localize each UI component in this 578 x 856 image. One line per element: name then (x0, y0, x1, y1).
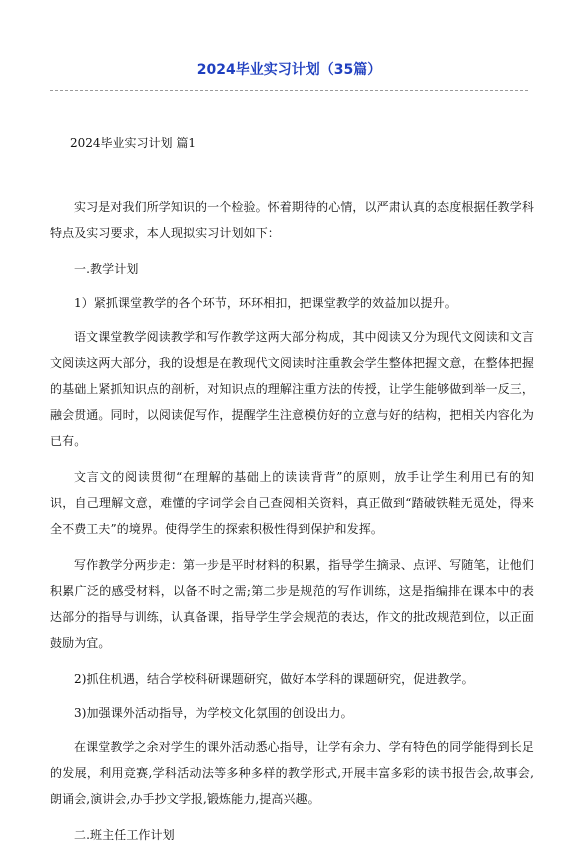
paragraph-heading-teaching-plan: 一.教学计划 (74, 262, 139, 276)
document-title: 2024毕业实习计划（35篇） (196, 62, 382, 78)
document-body (50, 194, 534, 856)
title-divider (50, 90, 528, 91)
paragraph-intro: 实习是对我们所学知识的一个检验。怀着期待的心情，以严肃认真的态度根据任教学科特点及实习要求，本人现拟实习计划如下： (50, 200, 534, 240)
paragraph-classical-chinese: 文言文的阅读贯彻“在理解的基础上的读读背背”的原则，放手让学生利用已有的知识，自己理解文意，难懂的字词学会自己查阅相关资料，真正做到“踏破铁鞋无觅处，得来全不费工夫”的境界。使得学生的探索积极性得到保护和发挥。 (50, 470, 534, 536)
paragraph-writing-teaching: 写作教学分两步走：第一步是平时材料的积累，指导学生摘录、点评、写随笔，让他们积累广泛的感受材料，以备不时之需;第二步是规范的写作训练，这是指编排在课本中的表达部分的指导与训练，认真备课，指导学生学会规范的表达，作文的批改规范到位，以正面鼓励为宜。 (50, 558, 535, 650)
paragraph-item-3: 3)加强课外活动指导，为学校文化氛围的创设出力。 (74, 706, 353, 720)
paragraph-reading-writing: 语文课堂教学阅读教学和写作教学这两大部分构成，其中阅读又分为现代文阅读和文言文阅读这两大部分，我的设想是在教现代文阅读时注重教会学生整体把握文意，在整体把握的基础上紧抓知识点的剖析，对知识点的理解注重方法的传授，让学生能够做到举一反三，融会贯通。同时，以阅读促写作，提醒学生注意模仿好的立意与好的结构，把相关内容化为已有。 (50, 330, 535, 448)
paragraph-extracurricular: 在课堂教学之余对学生的课外活动悉心指导，让学有余力、学有特色的同学能得到长足的发展，利用竞赛,学科活动法等多种多样的教学形式,开展丰富多彩的读书报告会,故事会,朗诵会,演讲会,办手抄文学报,锻炼能力,提高兴趣。 (50, 740, 534, 806)
paragraph-heading-head-teacher: 二.班主任工作计划 (74, 828, 175, 842)
paragraph-item-2: 2)抓住机遇，结合学校科研课题研究，做好本学科的课题研究，促进教学。 (74, 672, 474, 686)
paragraph-item-1: 1）紧抓课堂教学的各个环节，环环相扣，把课堂教学的效益加以提升。 (74, 296, 457, 310)
section-heading: 2024毕业实习计划 篇1 (70, 136, 196, 150)
